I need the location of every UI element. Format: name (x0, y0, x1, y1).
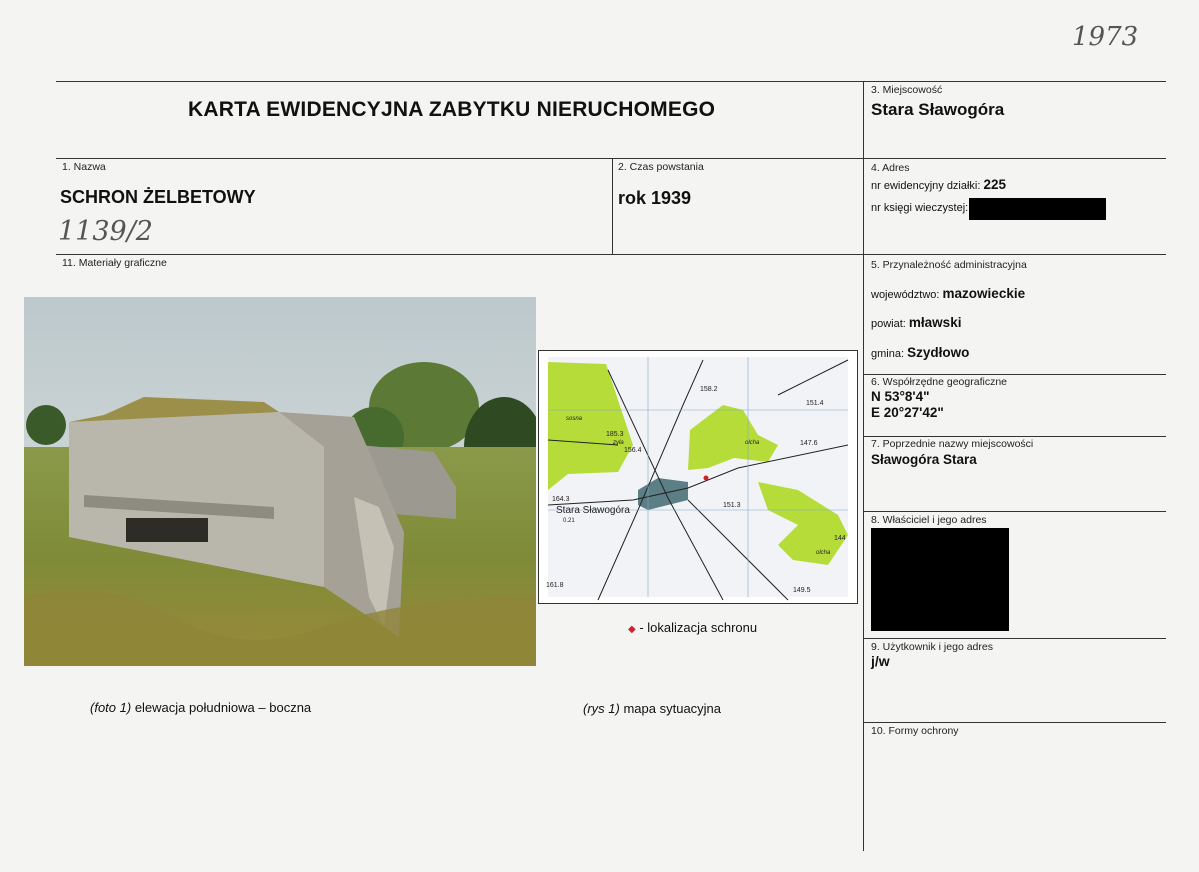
plot-number (871, 177, 1006, 192)
voivodeship-value: mazowieckie (942, 286, 1026, 301)
map-label-town: Stara Sławogóra (556, 505, 630, 516)
map-label-w4: zyła (613, 440, 624, 446)
map-label-e8: 161.8 (546, 582, 564, 589)
div-7 (863, 511, 1166, 512)
div-5 (863, 374, 1166, 375)
right-column-divider (863, 81, 864, 851)
archive-number: 1973 (1072, 22, 1139, 52)
field-2-value: rok 1939 (618, 188, 692, 208)
map-label-e7: 151.3 (723, 502, 741, 509)
map-label-e6: 164.3 (552, 496, 570, 503)
map-location-marker (704, 476, 709, 481)
field-3-label: 3. Miejscowość (871, 84, 943, 96)
map-label-e3: 147.6 (800, 440, 818, 447)
div-9 (863, 722, 1166, 723)
map-label-w2: sosna (566, 416, 583, 422)
voivodeship-label: województwo: (871, 289, 940, 301)
field-1-label: 1. Nazwa (62, 161, 106, 173)
land-register-label: nr księgi wieczystej: (871, 202, 969, 214)
commune-value: Szydłowo (907, 345, 970, 360)
top-border (56, 81, 1166, 82)
photo-caption-text: elewacja południowa – boczna (134, 700, 312, 715)
name-date-divider (612, 158, 613, 254)
map-label-e1: 158.2 (700, 386, 718, 393)
map-caption (583, 701, 721, 716)
map-label-e5: 156.4 (624, 447, 642, 454)
commune (871, 345, 969, 360)
latitude: N 53°8'4" (871, 389, 930, 404)
row2-divider (56, 254, 1166, 255)
redaction-owner (871, 528, 1009, 631)
county-value: mławski (908, 315, 962, 330)
field-10-label: 10. Formy ochrony (871, 725, 959, 737)
map-caption-ref: (rys 1) (583, 701, 620, 716)
field-5-label: 5. Przynależność administracyjna (871, 259, 1027, 271)
bunker-embrasure (126, 518, 208, 542)
bunker-photo (24, 297, 536, 666)
title-divider (56, 158, 1166, 159)
field-1-value: SCHRON ŻELBETOWY (60, 187, 256, 207)
map-label-e2: 151.4 (806, 400, 824, 407)
photo-caption (90, 700, 311, 715)
div-8 (863, 638, 1166, 639)
field-3-value: Stara Sławogóra (871, 100, 1005, 119)
map-label-e10: 144 (834, 535, 846, 542)
field-7-label: 7. Poprzednie nazwy miejscowości (871, 438, 1034, 450)
field-7-value: Sławogóra Stara (871, 452, 977, 467)
longitude: E 20°27'42" (871, 405, 944, 420)
field-9-label: 9. Użytkownik i jego adres (871, 641, 993, 653)
legend-marker-icon: ◆ (628, 624, 636, 635)
div-6 (863, 436, 1166, 437)
situation-map (538, 350, 858, 604)
field-9-value: j/w (871, 653, 890, 669)
commune-label: gmina: (871, 348, 905, 360)
plot-value: 225 (983, 177, 1007, 192)
field-4-label: 4. Adres (871, 162, 910, 174)
plot-label: nr ewidencyjny działki: (871, 180, 981, 192)
map-legend (628, 620, 757, 635)
map-label-e9: 149.5 (793, 587, 811, 594)
photo-tree-left (26, 405, 66, 445)
legend-text: - lokalizacja schronu (639, 620, 758, 635)
field-1-handwritten: 1139/2 (58, 216, 153, 247)
redaction-land-register (969, 198, 1106, 220)
map-label-w1: olcha (745, 440, 760, 446)
map-caption-text: mapa sytuacyjna (623, 701, 722, 716)
map-label-town-sub: 0.21 (563, 518, 575, 524)
photo-caption-ref: (foto 1) (90, 700, 132, 715)
field-2-label: 2. Czas powstania (618, 161, 704, 173)
voivodeship (871, 286, 1025, 301)
county (871, 315, 961, 330)
field-11-label: 11. Materiały graficzne (62, 257, 167, 269)
field-8-label: 8. Właściciel i jego adres (871, 514, 987, 526)
document-title: KARTA EWIDENCYJNA ZABYTKU NIERUCHOMEGO (188, 98, 716, 121)
map-label-w3: olcha (816, 550, 831, 556)
field-6-label: 6. Współrzędne geograficzne (871, 376, 1007, 388)
county-label: powiat: (871, 318, 906, 330)
map-label-e4: 185.3 (606, 431, 624, 438)
